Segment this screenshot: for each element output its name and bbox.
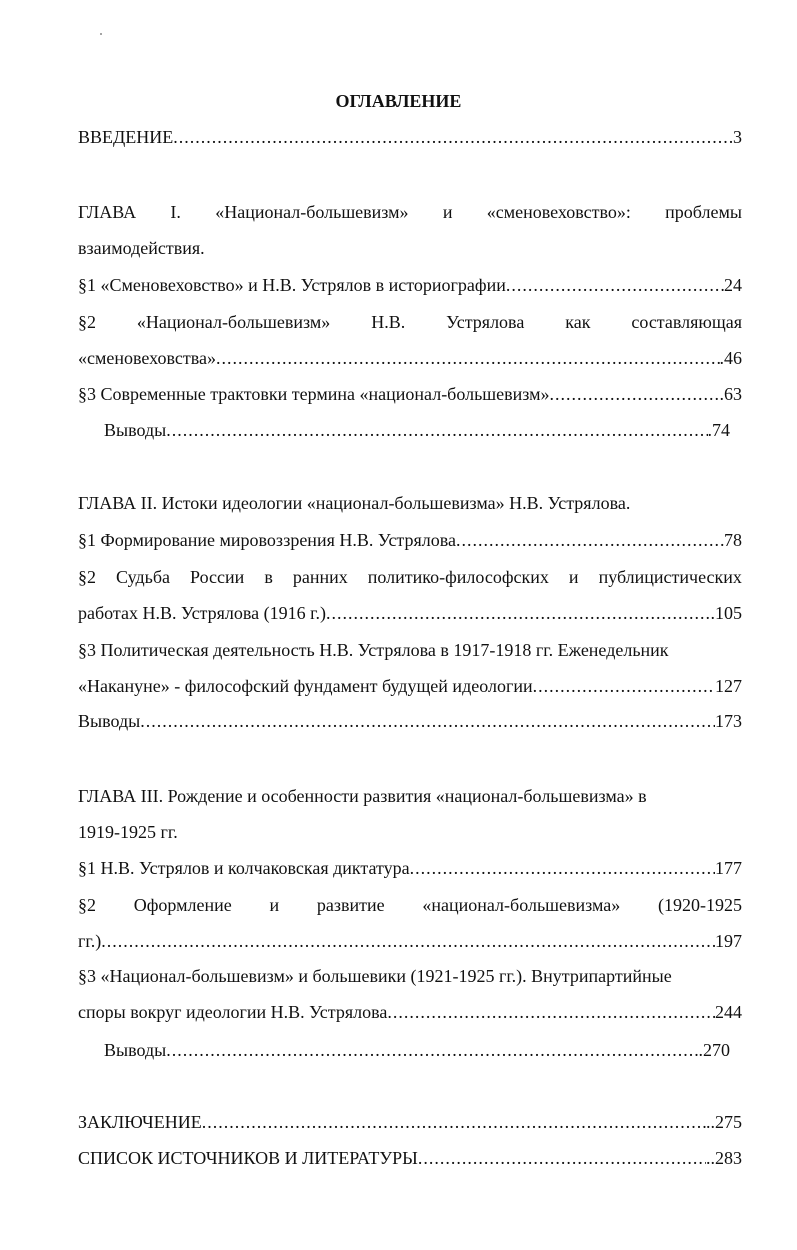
leader-dots — [533, 671, 715, 701]
toc-entry-text: «сменовеховства» — [78, 348, 216, 368]
toc-entry-text: §1 «Сменовеховство» и Н.В. Устрялов в историографии — [78, 275, 506, 295]
toc-page-number: .105 — [710, 603, 742, 623]
toc-page-number: 24 — [724, 275, 742, 295]
toc-entry-text: ЗАКЛЮЧЕНИЕ — [78, 1112, 202, 1132]
toc-entry-ch2-s2-line1 — [78, 562, 742, 592]
entry-word: §2 — [78, 312, 96, 332]
entry-word: Н.В. — [371, 312, 406, 332]
toc-entry-ch3-s2-line1 — [78, 890, 742, 920]
chapter-1-heading-cont: взаимодействия. — [78, 238, 205, 258]
entry-word: России — [190, 567, 245, 587]
toc-entry-conclusion — [78, 1107, 742, 1137]
heading-word: ГЛАВА — [78, 202, 137, 222]
heading-word: проблемы — [665, 202, 742, 222]
toc-entry-text: «Накануне» - философский фундамент будущей идеологии — [78, 676, 533, 696]
chapter-3-heading: ГЛАВА III. Рождение и особенности развития «национал-большевизма» в — [78, 786, 647, 806]
toc-entry-intro — [78, 122, 742, 152]
toc-entry-ch3-s1 — [78, 853, 742, 883]
scan-speck — [100, 33, 102, 35]
leader-dots — [166, 415, 707, 445]
leader-dots — [140, 706, 715, 736]
entry-word: публицистических — [598, 567, 742, 587]
leader-dots — [216, 343, 720, 373]
heading-word: I. — [170, 202, 181, 222]
leader-dots — [387, 997, 715, 1027]
toc-entry-ch2-s2-line2 — [78, 598, 742, 628]
entry-word: составляющая — [631, 312, 742, 332]
leader-dots — [202, 1107, 706, 1137]
toc-page-number: .63 — [719, 384, 742, 404]
entry-word: (1920-1925 — [658, 895, 742, 915]
toc-entry-ch1-s2-line2 — [78, 343, 742, 373]
page-title: ОГЛАВЛЕНИЕ — [335, 91, 462, 111]
chapter-2-heading: ГЛАВА II. Истоки идеологии «национал-большевизма» Н.В. Устрялова. — [78, 493, 631, 513]
toc-entry-ch1-s1 — [78, 270, 742, 300]
entry-word: «национал-большевизма» — [422, 895, 621, 915]
chapter-1-heading — [78, 197, 742, 227]
toc-page-number: .270 — [698, 1040, 730, 1060]
toc-page-number: ..275 — [706, 1112, 742, 1132]
toc-entry-ch2-s3-line2 — [78, 671, 742, 701]
toc-entry-text: Выводы — [104, 420, 167, 440]
toc-entry-text: §1 Н.В. Устрялов и колчаковская диктатура — [78, 858, 410, 878]
entry-word: §2 — [78, 567, 96, 587]
toc-entry-ch1-s3 — [78, 379, 742, 409]
toc-page-number: 78 — [724, 530, 742, 550]
toc-entry-text: гг.) — [78, 931, 102, 951]
leader-dots — [456, 525, 724, 555]
heading-word: «сменовеховство»: — [486, 202, 631, 222]
toc-page-number: .46 — [719, 348, 742, 368]
leader-dots — [550, 379, 720, 409]
toc-entry-ch1-conclusions — [104, 415, 730, 445]
toc-entry-text: Выводы — [78, 711, 141, 731]
toc-entry-text: ВВЕДЕНИЕ — [78, 127, 174, 147]
entry-word: в — [264, 567, 273, 587]
entry-word: Оформление — [133, 895, 232, 915]
toc-page-number: 127 — [715, 676, 742, 696]
entry-word: «Национал-большевизм» — [136, 312, 331, 332]
heading-word: «Национал-большевизм» — [215, 202, 409, 222]
entry-word: Судьба — [116, 567, 170, 587]
toc-entry-ch3-s3-line2 — [78, 997, 742, 1027]
entry-word: как — [565, 312, 591, 332]
toc-entry-text: споры вокруг идеологии Н.В. Устрялова — [78, 1002, 388, 1022]
leader-dots — [418, 1143, 706, 1173]
toc-entry-text: §3 Современные трактовки термина «национал-большевизм» — [78, 384, 550, 404]
heading-word: и — [442, 202, 453, 222]
entry-word: и — [269, 895, 280, 915]
entry-word: ранних — [292, 567, 348, 587]
toc-entry-ch2-s3-line1: §3 Политическая деятельность Н.В. Устрялова в 1917-1918 гг. Еженедельник — [78, 640, 669, 660]
toc-entry-ch1-s2-line1 — [78, 307, 742, 337]
leader-dots — [101, 926, 715, 956]
toc-entry-ch3-s2-line2 — [78, 926, 742, 956]
entry-word: Устрялова — [446, 312, 525, 332]
entry-word: развитие — [316, 895, 385, 915]
entry-word: §2 — [78, 895, 96, 915]
chapter-3-heading-cont: 1919-1925 гг. — [78, 822, 178, 842]
toc-entry-text: Выводы — [104, 1040, 167, 1060]
toc-entry-text: работах Н.В. Устрялова (1916 г.) — [78, 603, 327, 623]
toc-page-number: 197 — [715, 931, 742, 951]
toc-entry-text: §1 Формирование мировоззрения Н.В. Устрялова — [78, 530, 457, 550]
leader-dots — [410, 853, 715, 883]
toc-page-number: 3 — [733, 127, 742, 147]
toc-page-number: 177 — [715, 858, 742, 878]
entry-word: политико-философских — [367, 567, 549, 587]
toc-entry-sources — [78, 1143, 742, 1173]
toc-page-number: 173 — [715, 711, 742, 731]
toc-entry-ch2-s1 — [78, 525, 742, 555]
toc-page-number: ..283 — [706, 1148, 742, 1168]
leader-dots — [166, 1035, 698, 1065]
leader-dots — [506, 270, 724, 300]
toc-entry-ch3-s3-line1: §3 «Национал-большевизм» и большевики (1921-1925 гг.). Внутрипартийные — [78, 966, 672, 986]
toc-page-number: .74 — [707, 420, 730, 440]
toc-entry-ch2-conclusions — [78, 706, 742, 736]
toc-page-number: 244 — [715, 1002, 742, 1022]
toc-entry-ch3-conclusions — [104, 1035, 730, 1065]
leader-dots — [173, 122, 733, 152]
toc-entry-text: СПИСОК ИСТОЧНИКОВ И ЛИТЕРАТУРЫ — [78, 1148, 418, 1168]
leader-dots — [326, 598, 710, 628]
entry-word: и — [568, 567, 579, 587]
